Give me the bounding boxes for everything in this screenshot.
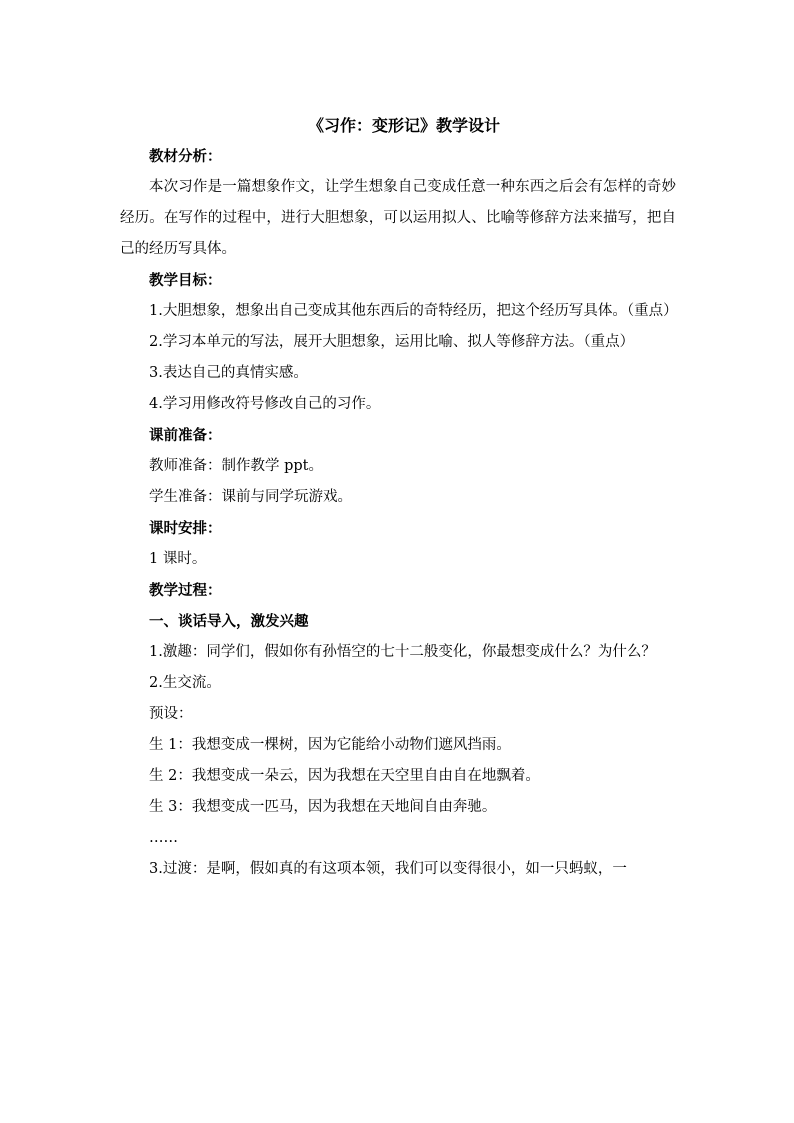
analysis-paragraph: 本次习作是一篇想象作文，让学生想象自己变成任意一种东西之后会有怎样的奇妙经历。在写作的过程中，进行大胆想象，可以运用拟人、比喻等修辞方法来描写，把自己的经历写具体。 xyxy=(120,179,676,257)
preset-label: 预设： xyxy=(149,706,193,722)
answer-3: 生 3：我想变成一匹马，因为我想在天地间自由奔驰。 xyxy=(149,799,497,815)
process-subheading: 一、谈话导入，激发兴趣 xyxy=(149,613,309,630)
schedule-heading: 课时安排： xyxy=(149,520,222,537)
goal-item-1: 1.大胆想象，想象出自己变成其他东西后的奇特经历，把这个经历写具体。（重点） xyxy=(149,303,678,319)
document-page xyxy=(120,110,676,885)
goal-item-3: 3.表达自己的真情实感。 xyxy=(149,365,308,381)
prep-heading: 课前准备： xyxy=(149,427,222,444)
process-heading: 教学过程： xyxy=(149,582,222,599)
prep-student: 学生准备：课前与同学玩游戏。 xyxy=(149,489,352,505)
process-step-3: 3.过渡：是啊，假如真的有这项本领，我们可以变得很小，如一只蚂蚁，一 xyxy=(149,861,627,877)
schedule-value: 1 课时。 xyxy=(149,551,207,567)
goals-heading: 教学目标： xyxy=(149,272,222,289)
goal-item-2: 2.学习本单元的写法，展开大胆想象，运用比喻、拟人等修辞方法。（重点） xyxy=(149,334,635,350)
ellipsis: …… xyxy=(149,830,178,846)
analysis-heading: 教材分析： xyxy=(149,148,222,165)
process-step-2: 2.生交流。 xyxy=(149,675,221,691)
process-step-1: 1.激趣：同学们，假如你有孙悟空的七十二般变化，你最想变成什么？为什么？ xyxy=(149,644,656,660)
goal-item-4: 4.学习用修改符号修改自己的习作。 xyxy=(149,396,381,412)
answer-1: 生 1：我想变成一棵树，因为它能给小动物们遮风挡雨。 xyxy=(149,737,511,753)
prep-teacher: 教师准备：制作教学 ppt。 xyxy=(149,458,323,474)
answer-2: 生 2：我想变成一朵云，因为我想在天空里自由自在地飘着。 xyxy=(149,768,540,784)
page-title: 《习作：变形记》教学设计 xyxy=(307,116,500,135)
